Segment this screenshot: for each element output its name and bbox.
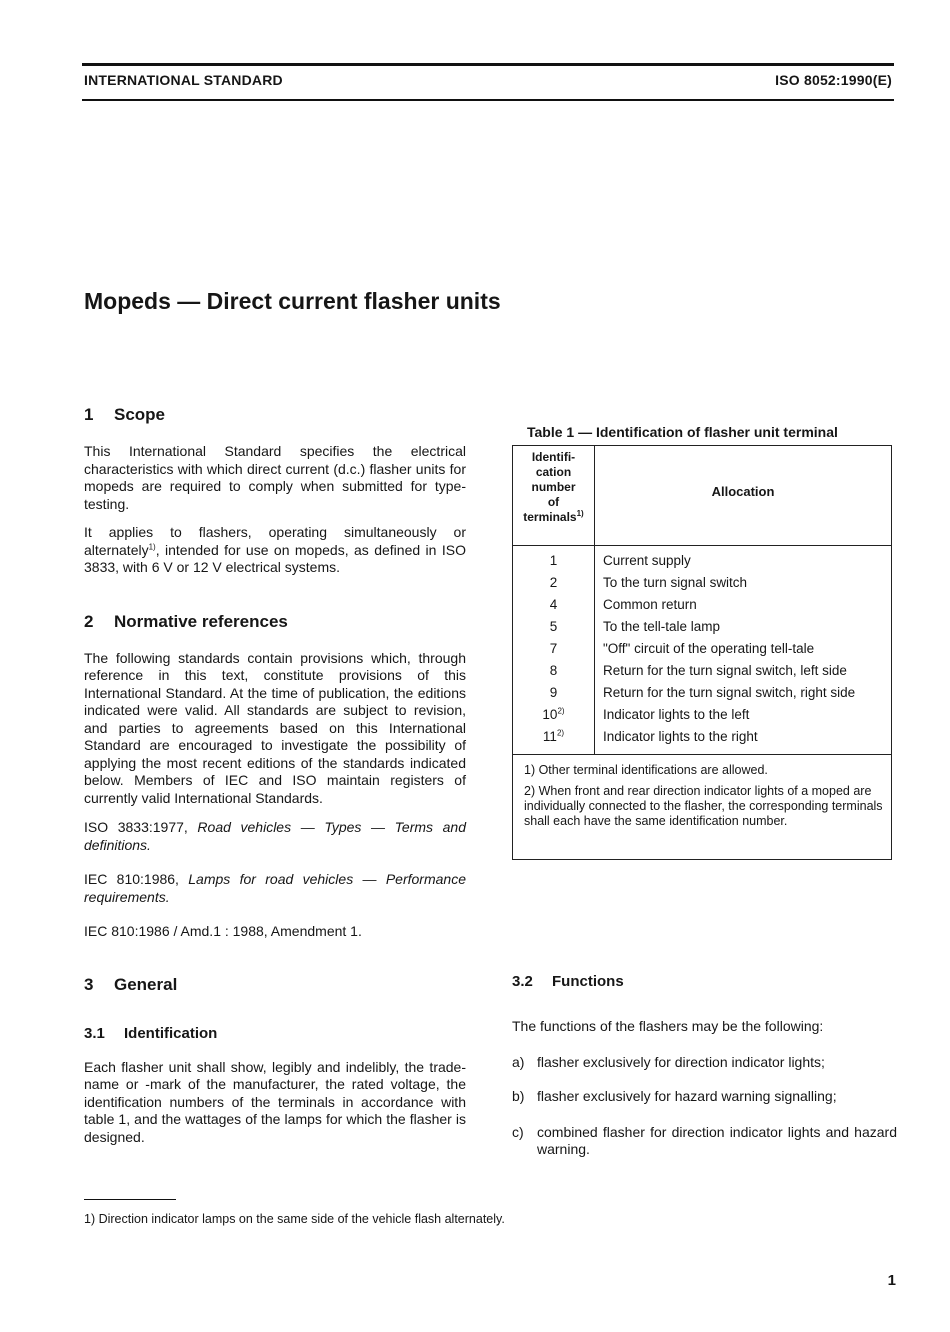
terminal-id xyxy=(513,619,594,634)
list-item xyxy=(512,1124,897,1159)
document-title: Mopeds — Direct current flasher units xyxy=(84,288,501,314)
header-line: cation xyxy=(535,465,572,479)
list-item-text: combined flasher for direction indicator lights and hazard warning. xyxy=(537,1123,897,1157)
terminal-id xyxy=(513,641,594,656)
table-header-identification xyxy=(513,450,594,525)
list-item xyxy=(512,1088,897,1106)
terminal-id-text: 4 xyxy=(549,597,558,612)
terminal-allocation: Return for the turn signal switch, left side xyxy=(603,663,847,678)
scope-paragraph-2-text-b: , intended for use on mopeds, as defined in ISO 3833, with 6 V or 12 V electrical systems. xyxy=(84,541,466,575)
terminal-id xyxy=(513,553,594,568)
list-item-label: b) xyxy=(512,1088,525,1104)
table-header-divider xyxy=(513,545,891,546)
scope-paragraph-2 xyxy=(84,524,466,577)
section-number: 3 xyxy=(84,974,94,994)
subsection-number: 3.2 xyxy=(512,973,533,990)
terminal-id xyxy=(513,663,594,678)
reference-iec-810 xyxy=(84,871,466,906)
list-item-text: flasher exclusively for direction indicator lights; xyxy=(537,1053,825,1070)
header-line-text: terminals xyxy=(523,510,577,524)
terminal-id xyxy=(513,707,594,722)
page-number: 1 xyxy=(887,1272,896,1289)
table-row xyxy=(513,573,891,595)
table-row xyxy=(513,705,891,727)
subsection-identification-heading xyxy=(84,1025,466,1042)
terminal-allocation: Current supply xyxy=(603,553,691,568)
list-item-text: flasher exclusively for hazard warning signalling; xyxy=(537,1088,837,1104)
terminal-id-text: 7 xyxy=(549,641,558,656)
section-number: 2 xyxy=(84,611,94,631)
functions-section xyxy=(512,973,897,1159)
left-column xyxy=(84,405,466,1146)
section-title: General xyxy=(114,974,178,994)
identification-paragraph: Each flasher unit shall show, legibly and indelibly, the trade-name or -mark of the manufacturer, the rated voltage, the identification numbers of the terminals in accordance with table 1, and the wattages of the lamps for which the flasher is designed. xyxy=(84,1058,466,1145)
header-standard-label: INTERNATIONAL STANDARD xyxy=(84,72,283,88)
list-item-label: c) xyxy=(512,1123,524,1140)
terminal-id-text: 1 xyxy=(549,553,558,568)
terminal-allocation: To the turn signal switch xyxy=(603,575,748,590)
list-item-label: a) xyxy=(512,1053,525,1070)
section-title: Scope xyxy=(114,405,166,424)
terminal-allocation: "Off" circuit of the operating tell-tale xyxy=(603,641,815,656)
terminal-allocation: Indicator lights to the left xyxy=(603,707,750,722)
table-note-marker: 2) xyxy=(557,706,565,716)
section-number: 1 xyxy=(84,405,94,424)
table-row xyxy=(513,727,891,749)
reference-code: IEC 810:1986 / Amd.1 : 1988, Amendment 1. xyxy=(84,923,362,939)
subsection-title: Identification xyxy=(124,1024,218,1042)
header-bottom-rule xyxy=(82,99,894,101)
scope-paragraph-2-text-a: It applies to flashers, operating simultaneously or alternately xyxy=(84,524,466,558)
functions-intro: The functions of the flashers may be the following: xyxy=(512,1018,824,1034)
terminal-allocation: Common return xyxy=(603,597,697,612)
reference-title: Road vehicles — Types — Terms and definitions. xyxy=(84,819,466,853)
reference-code: ISO 3833:1977, xyxy=(84,819,198,835)
table-row xyxy=(513,683,891,705)
subsection-functions-heading xyxy=(512,973,897,990)
terminal-id-text: 8 xyxy=(549,663,558,678)
footnote-marker: 1) xyxy=(148,541,156,551)
terminal-id xyxy=(513,575,594,590)
reference-title: Lamps for road vehicles — Performance requirements. xyxy=(84,871,466,905)
list-item xyxy=(512,1054,897,1072)
section-scope-heading xyxy=(84,405,466,425)
subsection-number: 3.1 xyxy=(84,1024,105,1042)
terminal-id-text: 11 xyxy=(542,729,557,744)
table-note-marker: 2) xyxy=(556,728,565,738)
header-top-rule xyxy=(82,63,894,66)
terminal-table xyxy=(512,445,892,860)
header-line: Identifi- xyxy=(531,450,576,464)
reference-iso-3833 xyxy=(84,819,466,854)
table-note: 2) When front and rear direction indicator lights of a moped are individually connected to the flasher, the corresponding terminals shall each have the same identification number. xyxy=(524,784,883,828)
terminal-allocation: Indicator lights to the right xyxy=(603,729,758,744)
page-footnote: 1) Direction indicator lamps on the same side of the vehicle flash alternately. xyxy=(84,1212,505,1226)
header-line xyxy=(513,510,594,525)
terminal-id-text: 5 xyxy=(549,619,558,634)
header-line: number xyxy=(531,480,576,494)
table-header-allocation: Allocation xyxy=(711,484,775,499)
section-normative-heading xyxy=(84,612,466,632)
table-body xyxy=(513,551,891,749)
section-title: Normative references xyxy=(114,611,288,631)
reference-iec-810-amd xyxy=(84,923,466,941)
scope-paragraph-1: This International Standard specifies the electrical characteristics with which direct current (d.c.) flasher units for mopeds are required to comply when submitted for type-testing. xyxy=(84,443,466,512)
table-row xyxy=(513,595,891,617)
terminal-id-text: 9 xyxy=(549,685,558,700)
terminal-allocation: Return for the turn signal switch, right side xyxy=(603,685,856,700)
terminal-id xyxy=(513,729,594,744)
normative-paragraph: The following standards contain provisions which, through reference in this text, constitute provisions of this International Standard. At the time of publication, the editions indicated were valid. All standards are subject to revision, and parties to agreements based on this International Standard are encouraged to investigate the possibility of applying the most recent editions of the standards indicated below. Members of IEC and ISO maintain registers of currently valid International Standards. xyxy=(84,649,466,806)
terminal-id-text: 10 xyxy=(542,707,558,722)
table-notes-divider xyxy=(513,754,891,755)
reference-code: IEC 810:1986, xyxy=(84,871,189,887)
terminal-id xyxy=(513,597,594,612)
table-row xyxy=(513,661,891,683)
terminal-id xyxy=(513,685,594,700)
table-note: 1) Other terminal identifications are allowed. xyxy=(524,763,768,777)
section-general-heading xyxy=(84,975,466,995)
header-line: of xyxy=(547,495,560,509)
header-document-number: ISO 8052:1990(E) xyxy=(775,72,892,88)
footnote-rule xyxy=(84,1199,176,1200)
terminal-allocation: To the tell-tale lamp xyxy=(603,619,721,634)
table-caption: Table 1 — Identification of flasher unit terminal xyxy=(527,424,838,440)
table-row xyxy=(513,639,891,661)
terminal-id-text: 2 xyxy=(549,575,558,590)
subsection-title: Functions xyxy=(552,973,624,990)
table-row xyxy=(513,551,891,573)
table-note-marker: 1) xyxy=(576,509,584,518)
table-notes xyxy=(524,763,884,835)
table-row xyxy=(513,617,891,639)
